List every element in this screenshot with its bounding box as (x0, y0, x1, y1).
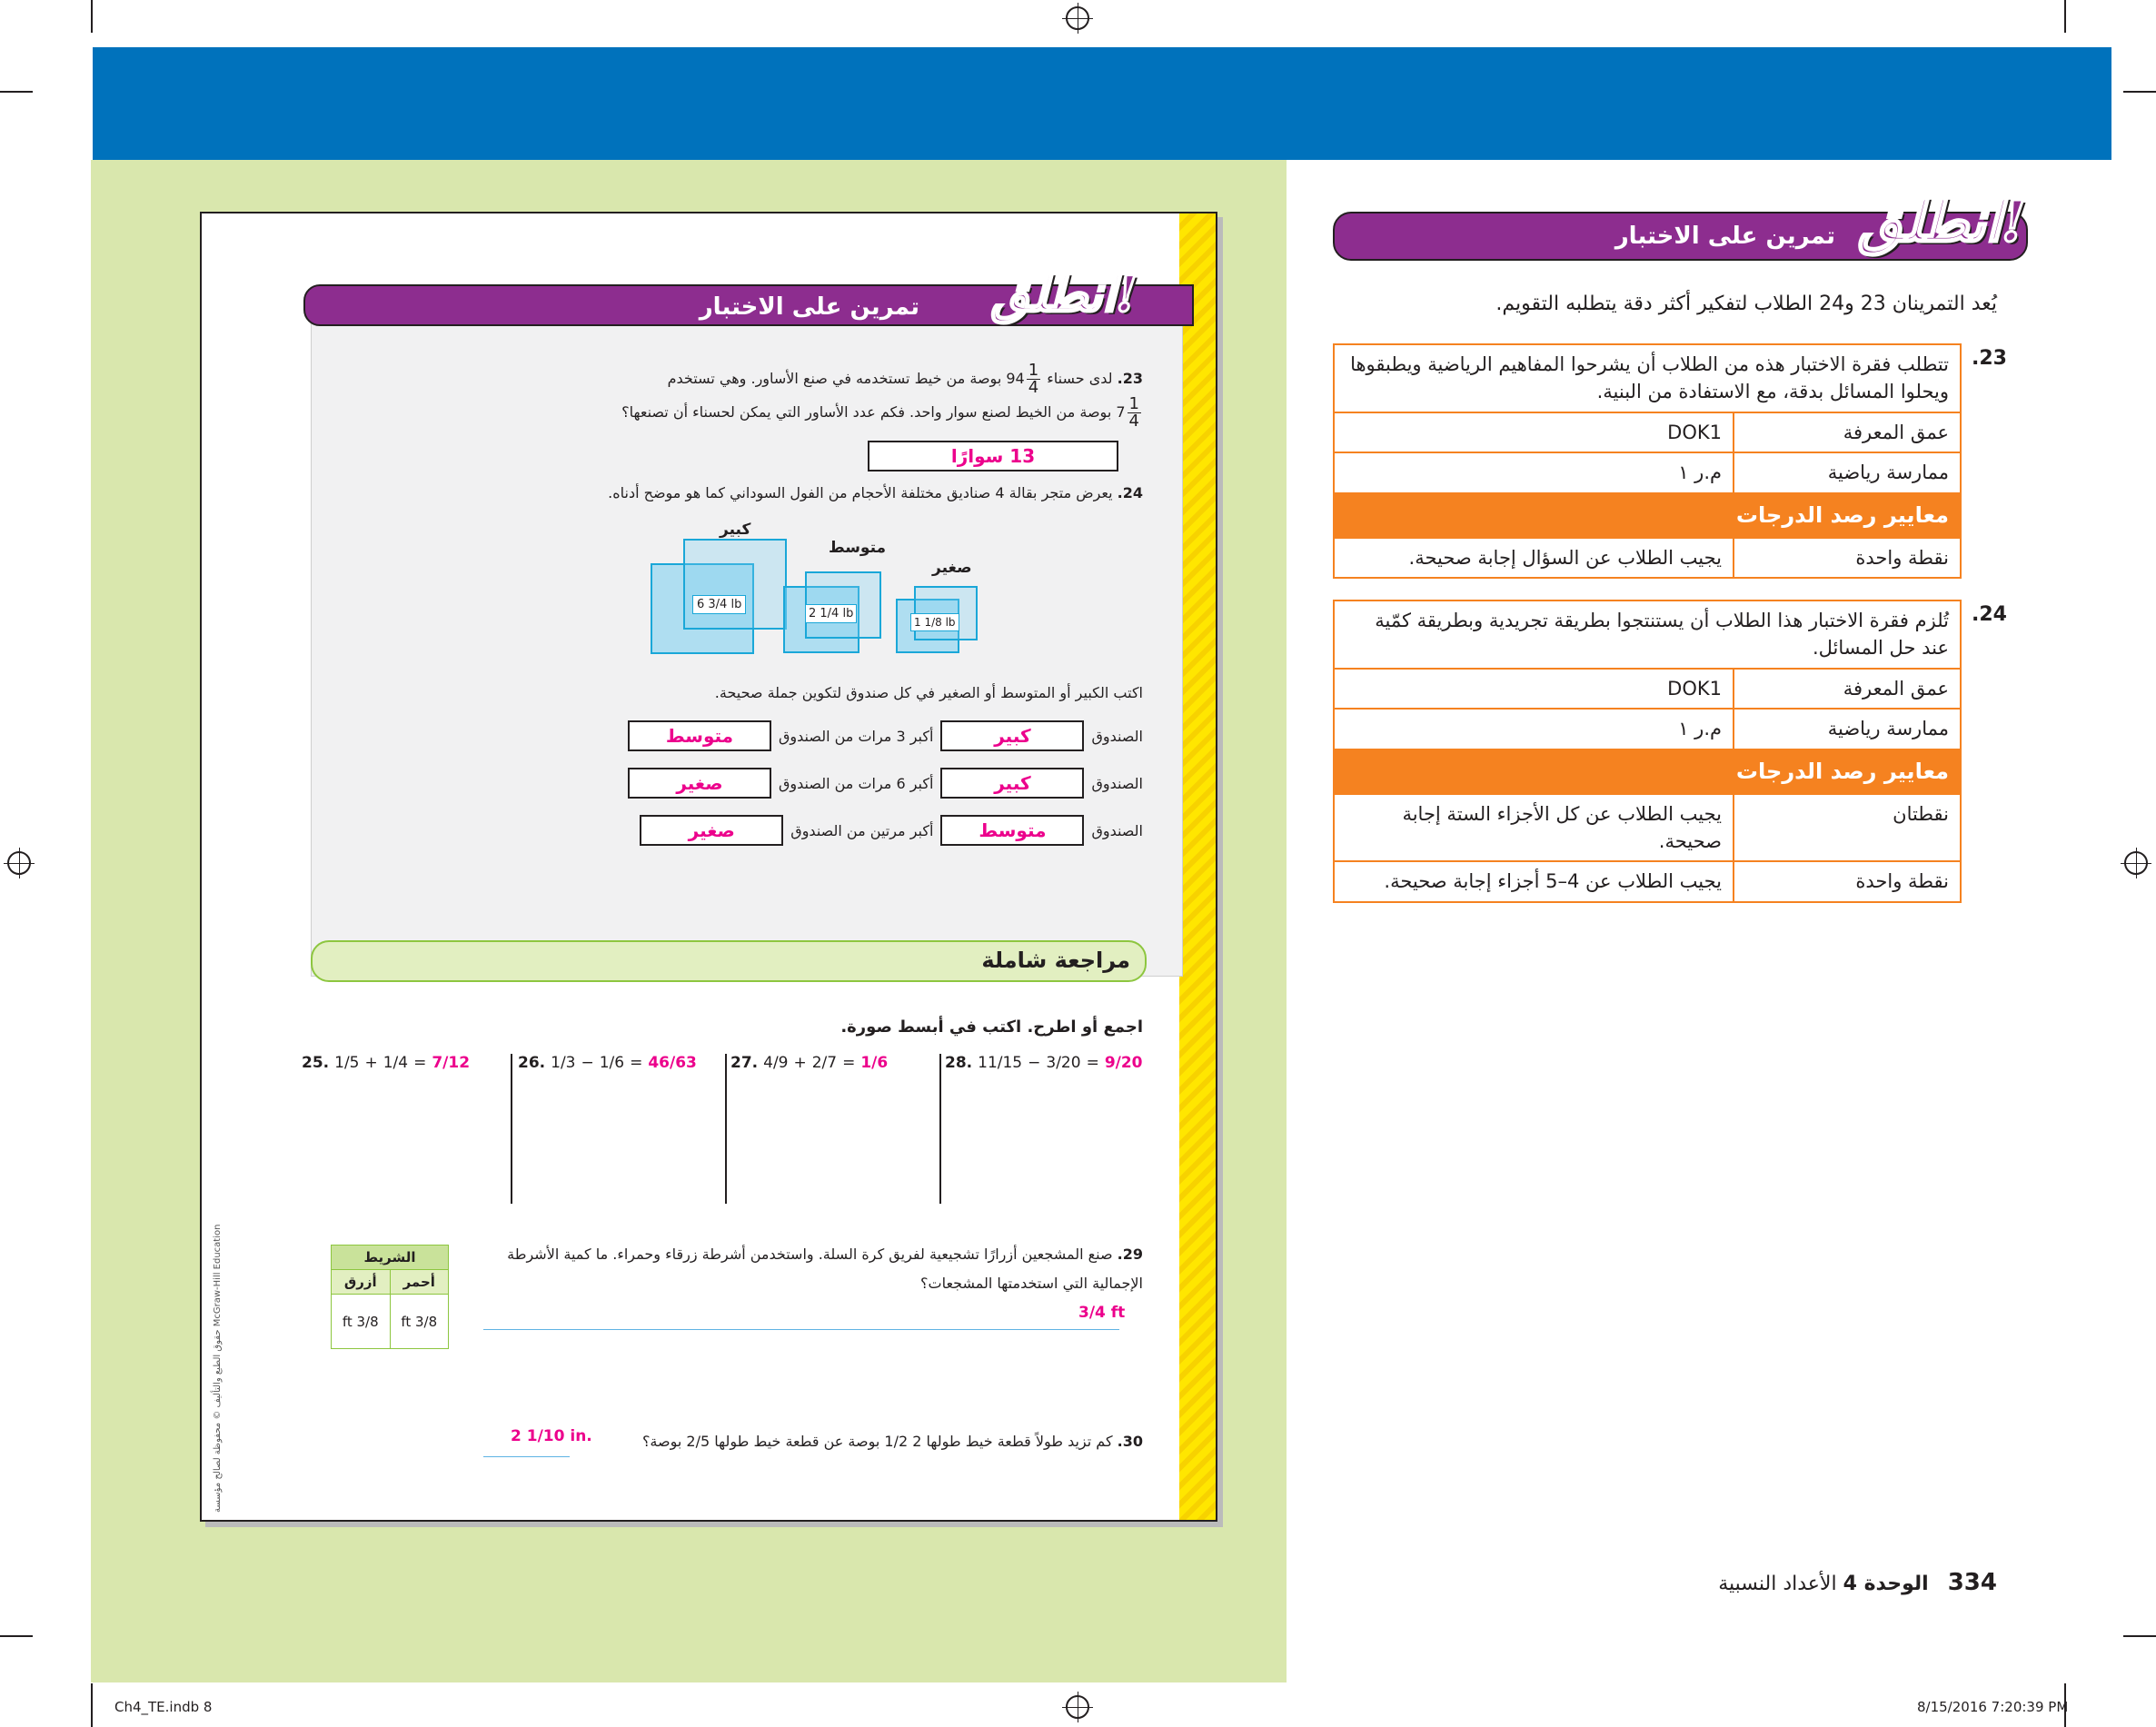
weight-large: 6 3/4 lb (692, 595, 746, 614)
problem-number: 27. (730, 1054, 759, 1072)
teacher-banner (1333, 188, 2028, 261)
banner-title: تمرين على الاختبار (1615, 223, 1835, 250)
fraction-problems-row (302, 1054, 1147, 1090)
ribbon-red-header: أحمر (390, 1270, 449, 1295)
divider (511, 1054, 512, 1204)
problem-28: 28. 11/15 − 3/20 = 9/20 (945, 1054, 1143, 1072)
rubric-title: معايير رصد الدرجات (1334, 749, 1961, 794)
sentence-row-1 (628, 720, 1143, 751)
sentence-row-2 (628, 768, 1143, 799)
ribbon-blue-header: أزرق (332, 1270, 391, 1295)
operand: 1/3 (551, 1054, 576, 1072)
weight-medium: 2 1/4 lb (805, 604, 857, 623)
item-description: تتطلب فقرة الاختبار هذه من الطلاب أن يشرحوا المفاهيم الرياضية ويطبقوها ويحلوا المسائل بدقة، مع الاستفادة من البنية. (1334, 344, 1961, 412)
operand: 4/9 (763, 1054, 789, 1072)
crop-mark (91, 1683, 93, 1727)
registration-mark-icon (7, 851, 31, 875)
operand: 3/20 (1046, 1054, 1081, 1072)
ribbon-blue-value: 3/8 ft (332, 1295, 391, 1349)
rubric-title: معايير رصد الدرجات (1334, 493, 1961, 538)
answer[interactable]: 9/20 (1104, 1054, 1143, 1072)
weight-small: 1 1/8 lb (910, 613, 959, 631)
dok-label: عمق المعرفة (1734, 669, 1961, 709)
registration-mark-icon (1066, 6, 1089, 30)
answer[interactable]: 7/12 (432, 1054, 471, 1072)
student-page (200, 212, 1217, 1522)
problem-number: 25. (302, 1054, 330, 1072)
q23-number: 23. (1117, 370, 1143, 387)
header-bar (93, 47, 2111, 160)
q30-number: 30. (1117, 1433, 1143, 1450)
unit-label: الوحدة 4 (1843, 1573, 1929, 1595)
review-title: مراجعة شاملة (981, 948, 1130, 973)
operator: − (1028, 1054, 1041, 1072)
print-datetime: 8/15/2016 7:20:39 PM (1917, 1699, 2069, 1715)
sentence-answer[interactable]: كبير (940, 768, 1084, 799)
sentence-mid: أكبر 3 مرات من الصندوق (778, 727, 934, 745)
sentence-answer[interactable]: متوسط (940, 815, 1084, 846)
rubric-desc: يجيب الطلاب عن السؤال إجابة صحيحة. (1334, 538, 1734, 578)
ribbon-red-value: 3/8 ft (390, 1295, 449, 1349)
sentence-word: الصندوق (1091, 821, 1143, 839)
q23-text-c: بوصة من الخيط لصنع سوار واحد. فكم عدد الأساور التي يمكن لحسناء أن تصنعها؟ (621, 403, 1112, 421)
ribbon-title: الشريط (332, 1246, 449, 1270)
frac-den: 4 (1028, 378, 1039, 397)
problem-25: 25. 1/5 + 1/4 = 7/12 (302, 1054, 471, 1072)
q29-text (489, 1240, 1143, 1298)
q29-number: 29. (1117, 1246, 1143, 1263)
review-instruction: اجمع أو اطرح. اكتب في أبسط صورة. (840, 1017, 1143, 1037)
q29-answer[interactable]: 3/4 ft (1078, 1304, 1126, 1322)
answer-line (483, 1329, 1119, 1330)
page-number: 334 (1947, 1569, 1997, 1596)
copyright: حقوق الطبع والتأليف © محفوظة لصالح مؤسسة McGraw-Hill Education (213, 1224, 223, 1513)
file-slug: Ch4_TE.indb 8 (114, 1699, 213, 1715)
item24-table (1333, 600, 1962, 903)
practice-value: م.ر ١ (1334, 452, 1734, 492)
dok-label: عمق المعرفة (1734, 412, 1961, 452)
item-description: تُلزم فقرة الاختبار هذا الطلاب أن يستنتجوا بطريقة تجريدية وبطريقة كمّية عند حل المسائل. (1334, 600, 1961, 669)
teacher-intro: يُعد التمرينان 23 و24 الطلاب لتفكير أكثر دقة يتطلبه التقويم. (1495, 293, 1997, 315)
rubric-points: نقطة واحدة (1734, 538, 1961, 578)
label-medium: متوسط (829, 539, 887, 557)
q29-body: صنع المشجعين أزرارًا تشجيعية لفريق كرة السلة. واستخدمن أشرطة زرقاء وحمراء. ما كمية الأشرطة الإجمالية التي استخدمتها المشجعات؟ (507, 1246, 1143, 1292)
yellow-stripe (1179, 213, 1216, 1520)
banner-logo: انطلق! (991, 264, 1138, 323)
review-banner (311, 940, 1147, 982)
q23-answer-box[interactable]: 13 سوارًا (868, 441, 1118, 471)
q23-whole: 94 (1006, 370, 1025, 387)
frac-den: 4 (1128, 412, 1139, 431)
q24-instruction: اكتب الكبير أو المتوسط أو الصغير في كل صندوق لتكوين جملة صحيحة. (714, 684, 1143, 701)
q23-text-a: لدى حسناء (1047, 370, 1113, 387)
registration-mark-icon (1066, 1695, 1089, 1719)
answer[interactable]: 1/6 (860, 1054, 889, 1072)
cube-large-back (683, 539, 787, 630)
item-number: 23. (1972, 347, 2007, 370)
sentence-answer[interactable]: صغير (628, 768, 771, 799)
crop-mark (91, 0, 93, 33)
crop-mark (0, 91, 33, 93)
sentence-word: الصندوق (1091, 727, 1143, 745)
divider (939, 1054, 941, 1204)
sentence-answer[interactable]: كبير (940, 720, 1084, 751)
practice-label: ممارسة رياضية (1734, 452, 1961, 492)
sentence-mid: أكبر 6 مرات من الصندوق (778, 774, 934, 792)
operator: − (581, 1054, 594, 1072)
problem-number: 28. (945, 1054, 973, 1072)
q30-text (642, 1433, 1143, 1450)
rubric-points: نقطة واحدة (1734, 861, 1961, 901)
operand: 1/6 (599, 1054, 625, 1072)
frac-num: 1 (1028, 361, 1039, 380)
q24-number: 24. (1117, 484, 1143, 501)
unit-title: الأعداد النسبية (1718, 1573, 1837, 1595)
frac-num: 1 (1128, 394, 1139, 413)
crop-mark (2064, 0, 2066, 33)
answer-line (483, 1456, 570, 1457)
crop-mark (2123, 1635, 2156, 1637)
operand: 2/7 (811, 1054, 838, 1072)
rubric-points: نقطتان (1734, 794, 1961, 862)
crop-mark (2123, 91, 2156, 93)
sentence-answer[interactable]: متوسط (628, 720, 771, 751)
divider (725, 1054, 727, 1204)
practice-label: ممارسة رياضية (1734, 709, 1961, 749)
label-small: صغير (932, 559, 972, 577)
registration-mark-icon (2124, 851, 2148, 875)
q24-text (608, 484, 1143, 501)
q24-body: يعرض متجر بقالة 4 صناديق مختلفة الأحجام من الفول السوداني كما هو موضح أدناه. (608, 484, 1113, 501)
practice-value: م.ر ١ (1334, 709, 1734, 749)
answer[interactable]: 46/63 (648, 1054, 697, 1072)
item23-table-wrap (1333, 343, 2007, 579)
sentence-word: الصندوق (1091, 774, 1143, 792)
sentence-answer[interactable]: صغير (640, 815, 783, 846)
dok-value: DOK1 (1334, 669, 1734, 709)
operand: 1/4 (383, 1054, 409, 1072)
label-large: كبير (720, 521, 751, 539)
q30-body: كم تزيد طولاً قطعة خيط طولها 2 1/2 بوصة عن قطعة خيط طولها 2/5 بوصة؟ (641, 1433, 1113, 1450)
item23-table (1333, 343, 1962, 579)
operator: + (793, 1054, 807, 1072)
rubric-desc: يجيب الطلاب عن 4–5 أجزاء إجابة صحيحة. (1334, 861, 1734, 901)
page-footer (1718, 1569, 1997, 1596)
dok-value: DOK1 (1334, 412, 1734, 452)
ribbon-table (331, 1245, 449, 1349)
item-number: 24. (1972, 603, 2007, 626)
operator: + (364, 1054, 378, 1072)
q23-text-b: بوصة من خيط تستخدمه في صنع الأساور. وهي تستخدم (667, 370, 1002, 387)
problem-number: 26. (518, 1054, 546, 1072)
problem-27: 27. 4/9 + 2/7 = 1/6 (730, 1054, 889, 1072)
q30-answer[interactable]: 2 1/10 in. (511, 1427, 592, 1445)
rubric-desc: يجيب الطلاب عن كل الأجزاء الستة إجابة صحيحة. (1334, 794, 1734, 862)
item24-table-wrap (1333, 600, 2007, 903)
crop-mark (0, 1635, 33, 1637)
sentence-row-3 (640, 815, 1143, 846)
q23-whole2: 7 (1116, 403, 1126, 421)
banner-logo: انطلق! (1858, 188, 2026, 254)
banner-title: تمرين على الاختبار (699, 293, 919, 321)
sentence-mid: أكبر مرتين من الصندوق (790, 821, 934, 839)
student-banner (303, 264, 1194, 326)
problem-26: 26. 1/3 − 1/6 = 46/63 (518, 1054, 697, 1072)
q23-text (325, 362, 1143, 430)
operand: 1/5 (334, 1054, 360, 1072)
operand: 11/15 (978, 1054, 1023, 1072)
